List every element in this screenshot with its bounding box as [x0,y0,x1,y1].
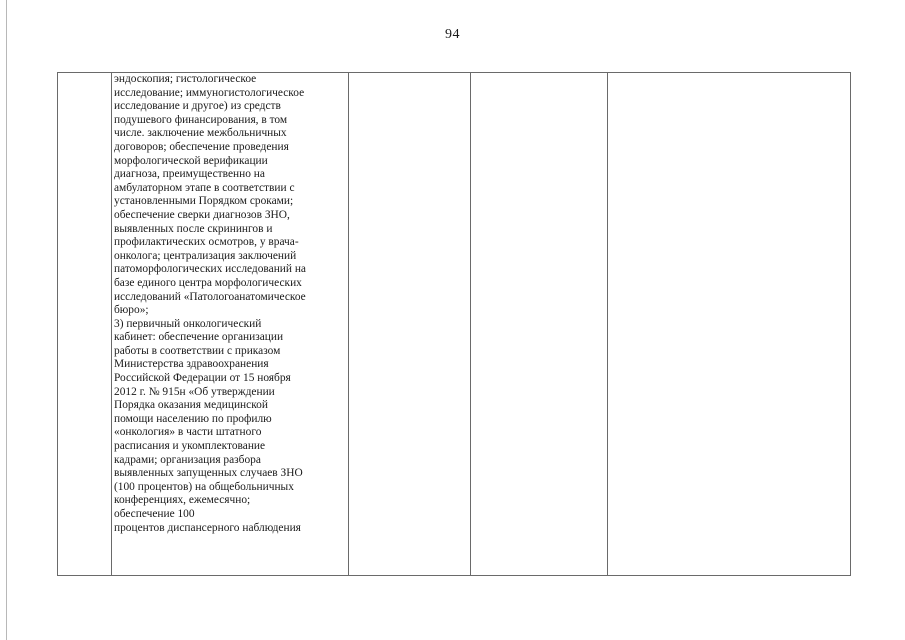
cell-text-line: диагноза, преимущественно на [114,168,265,181]
cell-text-line: расписания и укомплектование [114,440,266,453]
cell-text-line: профилактических осмотров, у врача- [114,236,299,249]
cell-text-line: базе единого центра морфологических [114,276,302,289]
cell-text-line: конференциях, ежемесячно; [114,494,251,507]
cell-text-line: онколога; централизация заключений [114,249,297,262]
cell-text-line: числе. заключение межбольничных [114,127,287,140]
cell-text-line: Порядка оказания медицинской [114,399,268,412]
cell-text-line: работы в соответствии с приказом [114,344,281,357]
cell-text-line: Министерства здравоохранения [114,358,269,371]
cell-text-line: кадрами; организация разбора [114,453,261,466]
cell-text-line: помощи населению по профилю [114,412,272,425]
cell-text-line: исследований «Патологоанатомическое [114,290,306,303]
cell-text-line: «онкология» в части штатного [114,426,262,439]
table-column-divider [111,73,112,575]
cell-text-line: исследование и другое) из средств [114,100,281,113]
cell-text-line: исследование; иммуногистологическое [114,86,305,99]
page-left-edge [6,0,7,640]
table-column-divider [470,73,471,575]
cell-text-line: обеспечение 100 [114,508,195,520]
cell-text-line: кабинет: обеспечение организации [114,331,284,344]
document-table [57,72,851,576]
cell-text-line: 3) первичный онкологический [114,317,262,330]
cell-text-line: 2012 г. № 915н «Об утверждении [114,385,275,398]
cell-text-line: обеспечение сверки диагнозов ЗНО, [114,208,290,221]
table-cell-description [114,73,343,535]
cell-text-line: морфологической верификации [114,154,268,167]
cell-text-line: выявленных после скринингов и [114,222,273,235]
cell-text-line: (100 процентов) на общебольничных [114,480,294,493]
cell-text-line: выявленных запущенных случаев ЗНО [114,467,303,480]
page-number: 94 [445,27,460,42]
cell-text-line: бюро»; [114,304,149,317]
cell-text-line: амбулаторном этапе в соответствии с [114,181,295,194]
table-column-divider [607,73,608,575]
table-column-divider [348,73,349,575]
cell-text-line: установленными Порядком сроками; [114,195,294,208]
cell-text-line: Российской Федерации от 15 ноября [114,372,291,385]
cell-text-line: договоров; обеспечение проведения [114,140,289,153]
cell-text-line: процентов диспансерного наблюдения [114,521,301,534]
cell-text-line: эндоскопия; гистологическое [114,73,257,85]
cell-text-line: подушевого финансирования, в том [114,113,288,126]
cell-text-line: патоморфологических исследований на [114,263,306,276]
